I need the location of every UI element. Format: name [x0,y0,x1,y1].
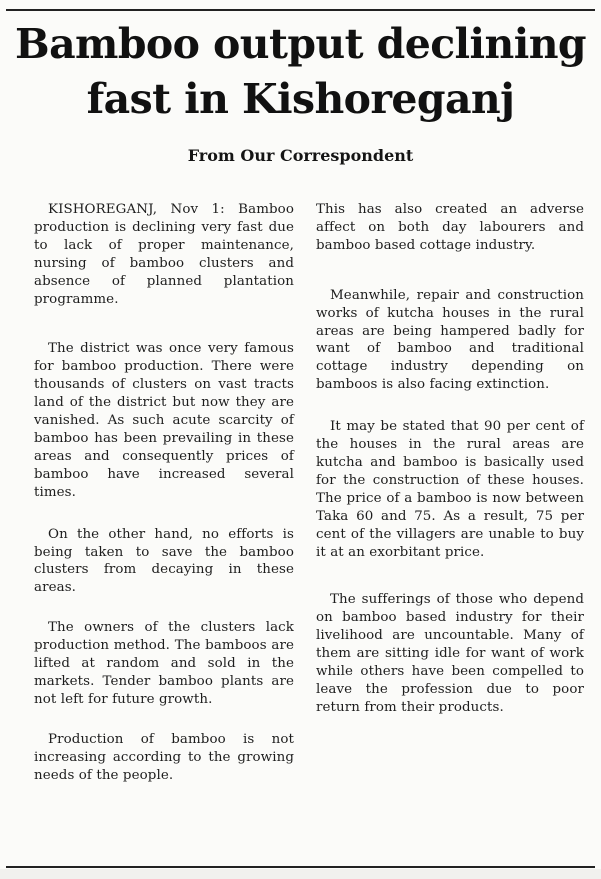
cut-off-next-article [0,869,601,879]
paragraph: The district was once very famous for bamboo production. There were thousands of clusters on vast tracts land of the district but now they are vanished. As such acute scarcity of bamboo has been prevailing in these areas and consequently prices of bamboo have increased several times. [34,341,294,500]
article-column-right [316,201,584,717]
paragraph: It may be stated that 90 per cent of the houses in the rural areas are kutcha and bamboo is basically used for the construction of these houses. The price of a bamboo is now between Taka 60 and 75. As a result, 75 per cent of the villagers are unable to buy it at an exorbitant price. [316,419,584,560]
paragraph: The sufferings of those who depend on bamboo based industry for their livelihood are uncountable. Many of them are sitting idle for want of work while others have been compelled to leave the profession due to poor return from their products. [316,592,584,715]
byline: From Our Correspondent [187,146,414,165]
paragraph: On the other hand, no efforts is being taken to save the bamboo clusters from decaying in these areas. [34,526,294,596]
headline-line-1: Bamboo output declining [15,20,586,68]
bottom-rule [6,866,595,868]
column-gutter [303,201,304,861]
paragraph: Production of bamboo is not increasing according to the growing needs of the people. [34,731,294,783]
headline [8,17,593,127]
headline-line-2: fast in Kishoreganj [86,75,515,123]
cut-off-previous-article [0,0,601,8]
paragraph: KISHOREGANJ, Nov 1: Bamboo production is declining very fast due to lack of proper maintenance, nursing of bamboo clusters and absence of planned plantation programme. [34,202,294,307]
paragraph: Meanwhile, repair and construction works of kutcha houses in the rural areas are being hampered badly for want of bamboo and traditional cottage industry depending on bamboos is also facing extinction. [316,287,584,393]
top-rule [6,9,595,11]
paragraph: This has also created an adverse affect on both day labourers and bamboo based cottage industry. [316,202,584,253]
paragraph: The owners of the clusters lack production method. The bamboos are lifted at random and sold in the markets. Tender bamboo plants are not left for future growth. [34,620,294,707]
article-column-left [34,201,294,784]
